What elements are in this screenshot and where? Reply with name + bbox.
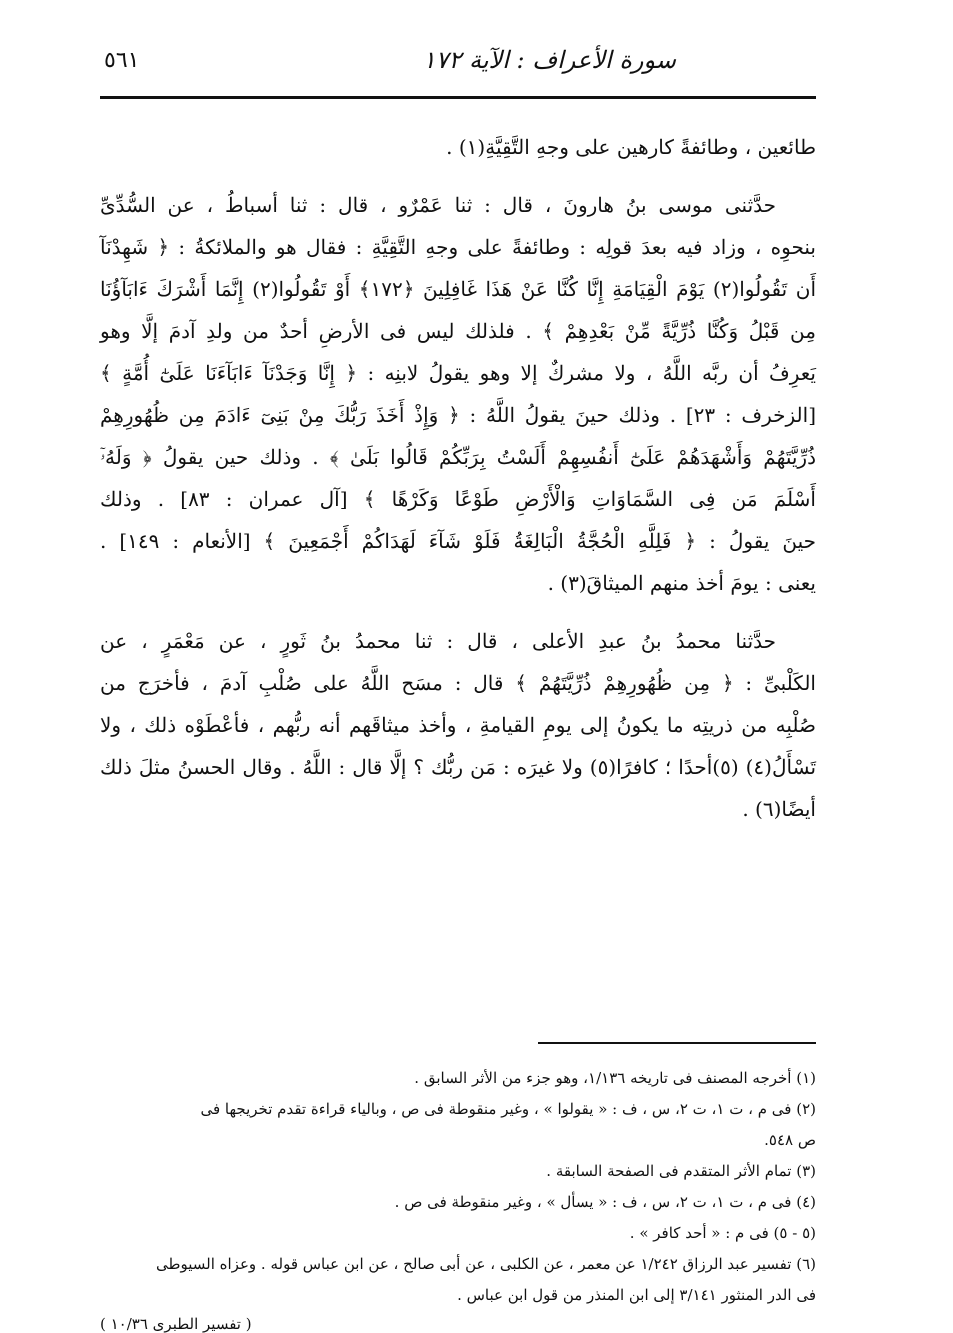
surah-title: سورة الأعراف : الآية ١٧٢ [422, 46, 676, 74]
body-line: أَن تَقُولُوا(٢) يَوْمَ الْقِيَامَةِ إِنَّا كُنَّا عَنْ هَذَا غَافِلِينَ ﴿١٧٢﴾ أَوْ تَقُولُوا(٢) إِنَّمَا أَشْرَكَ ءَابَآؤُنَا [100, 277, 817, 301]
footnote-line: (٣) تمام الأثر المتقدم فى الصفحة السابقة . [546, 1162, 816, 1180]
book-footer-label: ( تفسير الطبرى ١٠/٣٦ ) [100, 1315, 252, 1333]
footnote-line: (٢) فى م ، ت ١، ت ٢، س ، ف : « يقولوا » ، وغير منقوطة فى ص ، وبالياء قراءة تقدم تخريجها فى [200, 1100, 816, 1118]
body-line: يَعرِفُ أن ربَّه اللَّهُ ، ولا مشركٌ إلا وهو يقولُ لابنِه : ﴿ إِنَّا وَجَدْنَآ ءَابَآءَنَا عَلَىٰٓ أُمَّةٍ ﴾ [100, 361, 816, 385]
header-divider [100, 96, 816, 99]
main-text [100, 126, 816, 830]
body-line: بنحوِه ، وزاد فيه بعدَ قولِه : وطائفةً على وجهِ التَّقِيَّةِ : فقال هو والملائكةُ : ﴿ شَهِدْنَآ [100, 235, 816, 259]
footnote-line: ص ٥٤٨. [764, 1131, 816, 1149]
body-line: أيضًا(٦) . [742, 797, 816, 821]
book-page [100, 38, 817, 1333]
body-line: تَسْأَلُ(٤) (٥)أحدًا ؛ كافرًا(٥) ولا غيرَه : مَن ربُّك ؟ إلَّا قال : اللَّهُ . وقال الحسنُ مثلَ ذلك [100, 755, 817, 779]
body-line: أَسْلَمَ مَن فِى السَّمَاوَاتِ وَالْأَرْضِ طَوْعًا وَكَرْهًا ﴾ [آل عمران : ٨٣] . وذلك [100, 487, 816, 511]
body-line: مِن قَبْلُ وَكُنَّا ذُرِّيَّةً مِّنْ بَعْدِهِمْ ﴾ . فلذلك ليس فى الأرضِ أحدٌ من ولدِ آدمَ إلَّا وهو [100, 319, 816, 343]
page-number: ٥٦١ [104, 48, 140, 73]
body-line: [الزخرف : ٢٣] . وذلك حينَ يقولُ اللَّهُ : ﴿ وَإِذْ أَخَذَ رَبُّكَ مِنْ بَنِىٓ ءَادَمَ مِن ظُهُورِهِمْ [100, 403, 816, 427]
footnote-divider [538, 1042, 816, 1044]
footnote-line: (١) أخرجه المصنف فى تاريخه ١/١٣٦، وهو جزء من الأثر السابق . [414, 1069, 816, 1087]
body-line: الكَلْبىِّ : ﴿ مِن ظُهُورِهِمْ ذُرِّيَّتَهُمْ ﴾ قال : مسَح اللَّهُ على صُلْبِ آدمَ ، فأخرَج من [100, 671, 816, 695]
footnote-line: (٤) فى م ، ت ١، ت ٢، س ، ف : « يسأل » ، وغير منقوطة فى ص . [394, 1193, 816, 1211]
footnote-line: (٦) تفسير عبد الرزاق ١/٢٤٢ عن معمر ، عن الكلبى ، عن أبى صالح ، عن ابن عباس قوله . وعزاه السيوطى [156, 1255, 816, 1273]
body-line: حينَ يقولُ : ﴿ فَلِلَّهِ الْحُجَّةُ الْبَالِغَةُ فَلَوْ شَآءَ لَهَدَاكُمْ أَجْمَعِينَ ﴾ [الأنعام : ١٤٩] . [100, 529, 816, 553]
body-line: صُلْبِه من ذريتِه ما يكونُ إلى يومِ القيامةِ ، وأخذ ميثاقَهم أنه ربُّهم ، فأعْطَوْه ذلك ، ولا [100, 713, 816, 737]
body-line: طائعين ، وطائفةً كارهين على وجهِ التَّقِيَّةِ(١) . [446, 135, 816, 159]
body-line: حدَّثنى موسى بنُ هارونَ ، قال : ثنا عَمْرٌو ، قال : ثنا أسباطُ ، عن السُّدِّىِّ [100, 193, 776, 217]
footnote-line: (٥ - ٥) فى م : « أحد كافر » . [629, 1224, 816, 1242]
body-line: حدَّثنا محمدُ بنُ عبدِ الأعلى ، قال : ثنا محمدُ بنُ ثَورٍ ، عن مَعْمَرٍ ، عن [100, 629, 776, 653]
footnotes [100, 1063, 816, 1311]
body-line: ذُرِّيَّتَهُمْ وَأَشْهَدَهُمْ عَلَىٰٓ أَنفُسِهِمْ أَلَسْتُ بِرَبِّكُمْ قَالُوا بَلَىٰ ﴾ . وذلك حين يقولُ ﴿ وَلَهُۥٓ [100, 445, 816, 469]
running-header [100, 38, 816, 98]
body-line: يعنى : يومَ أخذ منهم الميثاقَ(٣) . [547, 571, 816, 595]
footnote-line: فى الدر المنثور ٣/١٤١ إلى ابن المنذر من قول ابن عباس . [457, 1286, 816, 1304]
